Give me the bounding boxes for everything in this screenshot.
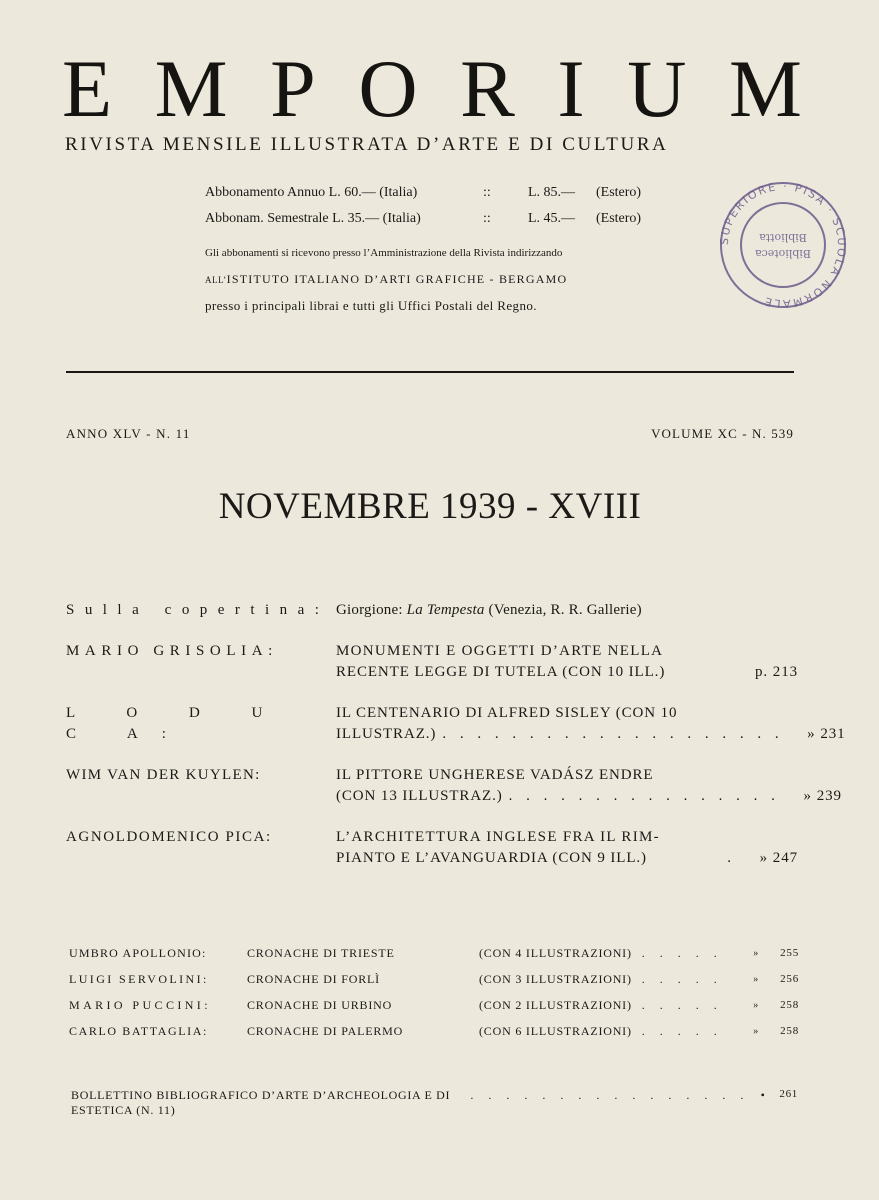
stamp-outer-text: SUPERIORE · PISA · SCUOLA NORMALE [717,179,849,311]
masthead-letter: R [460,43,515,134]
chronicle-illustrations [479,972,739,987]
masthead-subtitle: RIVISTA MENSILE ILLUSTRATA D’ARTE E DI CULTURA [65,134,669,155]
letter: u [84,602,94,618]
cover-location: (Venezia, R. R. Gallerie) [484,602,642,618]
publisher-name: ISTITUTO ITALIANO D’ARTI GRAFICHE - BERGAMO [226,272,568,286]
cover-description [320,600,798,621]
article-author: MARIO GRISOLIA: [66,643,278,659]
leader-dots: . . . . . . . . . . . . . . . . [470,1088,750,1102]
article-title [320,827,798,869]
cover-artist: Giorgione: [336,602,407,618]
masthead-letter: E [62,43,113,134]
table-of-contents [66,600,846,869]
letter: a [132,602,140,618]
bibliographic-bulletin-entry [71,1088,798,1118]
page-number: 255 [780,947,799,959]
illustrations-count: (CON 3 ILLUSTRAZIONI) [479,971,632,986]
leader-dots: . . . . . [641,971,723,986]
article-title-line: PIANTO E L’AVANGUARDIA (CON 9 ILL.) [336,850,647,866]
leader-dots: . . . . . [641,997,723,1012]
issue-volume-number: VOLUME XC - N. 539 [651,426,794,441]
masthead-letter: O [358,43,418,134]
letter: r [234,602,241,618]
letter: i [265,602,271,618]
masthead-title [62,43,802,134]
leader-dots: . . . . . [641,1023,723,1038]
subscription-row-semester [205,206,641,232]
chronicle-row [69,992,799,1018]
distribution-line: presso i principali librai e tutti gli Uffici Postali del Regno. [205,298,537,313]
toc-article-entry [66,827,798,869]
chronicle-row [69,966,799,992]
article-title [320,703,846,745]
article-title-line: ILLUSTRAZ.) [336,726,437,742]
page-number: 213 [772,664,798,680]
page-number: 258 [780,1025,799,1037]
subscription-region: (Estero) [596,185,642,200]
page-prefix: p. [754,664,768,680]
letter: e [217,602,226,618]
issue-date: NOVEMBRE 1939 - XVIII [218,486,642,527]
page-prefix: » [753,1025,759,1037]
article-author: WIM VAN DER KUYLEN: [66,767,261,783]
bulletin-title: BOLLETTINO BIBLIOGRAFICO D’ARTE D’ARCHEOLOGIA E DI ESTETICA (N. 11) [71,1088,451,1117]
page-number: 256 [780,973,799,985]
letter: o [181,602,191,618]
chronicle-author: CARLO BATTAGLIA: [69,1023,208,1038]
masthead-letter: M [729,43,802,134]
letter: : [314,602,320,618]
page-prefix: » [753,947,759,959]
page-prefix: » [753,999,759,1011]
chronicle-row [69,1018,799,1044]
spacer [149,600,155,621]
article-title-line: L’ARCHITETTURA INGLESE FRA IL RIM- [336,829,660,845]
chronicle-illustrations [479,998,739,1013]
article-title-line: RECENTE LEGGE DI TUTELA (CON 10 ILL.) [336,664,666,680]
stamp-inner-text: Bibliotta [759,231,807,244]
section-divider [66,371,794,373]
subscription-separator: :: [483,185,491,200]
issue-year-number: ANNO XLV - N. 11 [66,426,191,441]
illustrations-count: (CON 4 ILLUSTRAZIONI) [479,945,632,960]
toc-article-entry [66,641,798,683]
illustrations-count: (CON 6 ILLUSTRAZIONI) [479,1023,632,1038]
subscription-separator: :: [483,211,491,226]
page-number: 239 [816,788,842,804]
cover-label [66,600,320,621]
letter: t [250,602,256,618]
leader-dots: . . . . . . . . . . . . . . . . . . . . [442,726,784,742]
chronicle-row [69,940,799,966]
letter: l [102,602,108,618]
letter: n [279,602,289,618]
subscription-row-annual [205,180,641,206]
subscription-prices [205,180,641,232]
article-title-line: MONUMENTI E OGGETTI D’ARTE NELLA [336,643,664,659]
subscription-price: L. 85.— [528,185,576,200]
library-stamp-icon [716,178,850,312]
subscription-info-line: Gli abbonamenti si ricevono presso l’Amministrazione della Rivista indirizzando [205,247,563,259]
page-number: 258 [780,999,799,1011]
subscription-price: L. 45.— [528,211,576,226]
letter: S [66,602,76,618]
toc-cover-entry [66,600,798,621]
svg-text:SUPERIORE · PISA · SCUOLA NORM [718,180,848,310]
toc-article-entry [66,703,846,745]
chronicle-illustrations [479,1024,739,1039]
page-prefix: • [760,1088,766,1102]
page-number: 261 [779,1088,798,1100]
chronicle-illustrations [479,946,739,961]
masthead-letter: U [627,43,687,134]
chronicle-author: LUIGI SERVOLINI: [69,971,209,986]
chronicle-title: CRONACHE DI FORLÌ [247,971,380,986]
leader-dots: . [727,850,736,866]
stamp-inner-text: Biblioteca [755,247,811,260]
article-author: L O D U C A: [66,705,287,742]
chronicle-author: MARIO PUCCINI: [69,997,211,1012]
page-prefix: » [753,973,759,985]
page-number: 247 [772,850,798,866]
page-prefix: » [807,726,816,742]
chronicle-author: UMBRO APOLLONIO: [69,945,207,960]
subscription-region: (Estero) [596,211,642,226]
chronicle-title: CRONACHE DI TRIESTE [247,945,395,960]
cover-work-title: La Tempesta [406,602,485,618]
page-prefix: » [803,788,812,804]
article-title-line: (CON 13 ILLUSTRAZ.) [336,788,503,804]
subscription-label: Abbonam. Semestrale L. 35.— (Italia) [205,211,421,226]
publisher-line [205,272,567,287]
chronicle-title: CRONACHE DI PALERMO [247,1023,404,1038]
chronicles-list [69,940,799,1044]
article-title [320,641,798,683]
letter: l [117,602,123,618]
leader-dots: . . . . . [641,945,723,960]
subscription-label: Abbonamento Annuo L. 60.— (Italia) [205,185,418,200]
masthead-letter: P [270,43,316,134]
article-author: AGNOLDOMENICO PICA: [66,829,272,845]
publisher-prefix: ALL’ [205,275,227,285]
page-number: 231 [820,726,846,742]
masthead-letter: I [557,43,585,134]
letter: p [199,602,209,618]
letter: c [164,602,173,618]
letter: a [297,602,306,618]
toc-article-entry [66,765,842,807]
illustrations-count: (CON 2 ILLUSTRAZIONI) [479,997,632,1012]
page-prefix: » [759,850,768,866]
leader-dots: . . . . . . . . . . . . . . . . [508,788,780,804]
chronicle-title: CRONACHE DI URBINO [247,997,393,1012]
article-title-line: IL CENTENARIO DI ALFRED SISLEY (CON 10 [336,705,678,721]
article-title [320,765,842,807]
article-title-line: IL PITTORE UNGHERESE VADÁSZ ENDRE [336,767,654,783]
masthead-letter: M [154,43,228,134]
